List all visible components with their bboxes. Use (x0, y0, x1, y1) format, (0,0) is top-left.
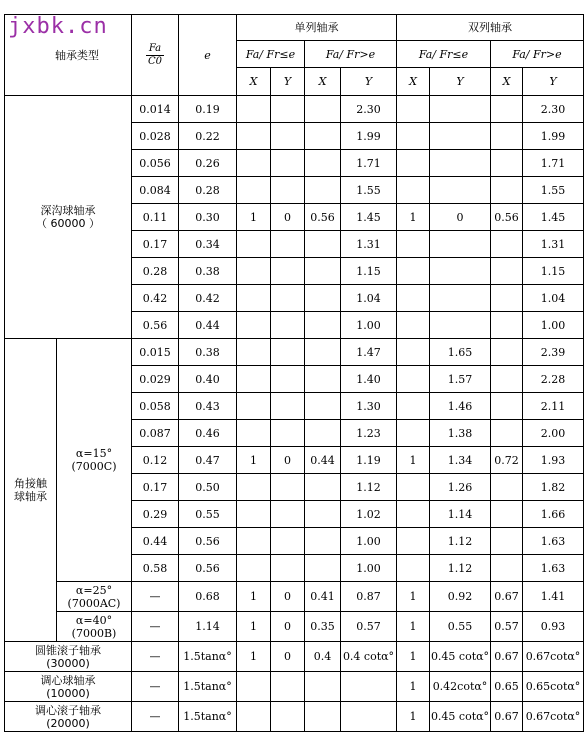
single-le-y-header: Y (271, 68, 305, 96)
single-le-y-cell (271, 339, 305, 366)
double-gt-y-header: Y (523, 68, 584, 96)
double-gt-y-cell: 1.00 (523, 312, 584, 339)
double-gt-y-cell: 1.71 (523, 150, 584, 177)
single-gt-x-cell (305, 258, 341, 285)
e-cell: 0.43 (179, 393, 237, 420)
single-le-y-cell (271, 474, 305, 501)
fa-c0-cell: 0.17 (132, 231, 179, 258)
double-le-y-cell (430, 285, 491, 312)
e-cell: 0.22 (179, 123, 237, 150)
deep-groove-label: 深沟球轴承 （ 60000 ） (5, 96, 132, 339)
single-le-x-cell (237, 366, 271, 393)
single-le-y-cell: 0 (271, 582, 305, 612)
alpha25-row (5, 582, 584, 612)
double-le-y-cell: 0.55 (430, 612, 491, 642)
fa-c0-cell: — (132, 642, 179, 672)
single-gt-y-cell: 1.71 (341, 150, 397, 177)
tail-row (5, 642, 584, 672)
fa-c0-cell: 0.015 (132, 339, 179, 366)
double-le-x-cell (397, 339, 430, 366)
e-cell: 1.5tanα° (179, 642, 237, 672)
fa-c0-cell: 0.56 (132, 312, 179, 339)
e-cell: 0.56 (179, 528, 237, 555)
single-gt-x-cell: 0.56 (305, 204, 341, 231)
single-le-y-cell (271, 501, 305, 528)
double-gt-x-cell: 0.67 (491, 642, 523, 672)
double-gt-y-cell: 0.65cotα° (523, 672, 584, 702)
single-le-y-cell (271, 285, 305, 312)
double-le-y-cell: 0.45 cotα° (430, 702, 491, 732)
single-le-y-cell (271, 420, 305, 447)
double-gt-y-cell: 2.11 (523, 393, 584, 420)
alpha25-label: α=25° (7000AC) (57, 582, 132, 612)
fa-c0-header (132, 15, 179, 96)
fa-c0-cell: 0.42 (132, 285, 179, 312)
single-gt-x-cell (305, 123, 341, 150)
alpha15-label: α=15° (7000C) (57, 339, 132, 582)
fa-c0-cell: 0.084 (132, 177, 179, 204)
fa-c0-cell: 0.58 (132, 555, 179, 582)
e-cell: 0.42 (179, 285, 237, 312)
single-gt-x-cell (305, 96, 341, 123)
double-le-y-cell (430, 150, 491, 177)
e-cell: 0.28 (179, 177, 237, 204)
single-le-x-cell: 1 (237, 204, 271, 231)
angular-contact-label: 角接触 球轴承 (5, 339, 57, 642)
double-gt-x-cell (491, 258, 523, 285)
double-gt-x-cell (491, 474, 523, 501)
double-gt-y-cell: 0.67cotα° (523, 642, 584, 672)
alpha40-label: α=40° (7000B) (57, 612, 132, 642)
single-le-x-cell (237, 528, 271, 555)
double-le-x-cell (397, 285, 430, 312)
tail-row-label: 圆锥滚子轴承 (30000) (5, 642, 132, 672)
e-cell: 0.26 (179, 150, 237, 177)
double-gt-x-cell (491, 96, 523, 123)
e-cell: 1.14 (179, 612, 237, 642)
single-gt-y-cell: 1.12 (341, 474, 397, 501)
double-le-x-cell (397, 474, 430, 501)
single-cond-gt: Fa/ Fr>e (305, 41, 397, 68)
single-le-x-cell (237, 312, 271, 339)
tail-row-label: 调心球轴承 (10000) (5, 672, 132, 702)
double-le-y-cell (430, 258, 491, 285)
single-gt-y-cell: 1.40 (341, 366, 397, 393)
fa-c0-cell: 0.029 (132, 366, 179, 393)
single-le-x-header: X (237, 68, 271, 96)
fa-c0-cell: 0.17 (132, 474, 179, 501)
single-gt-x-cell: 0.44 (305, 447, 341, 474)
single-gt-y-cell: 1.23 (341, 420, 397, 447)
e-cell: 0.56 (179, 555, 237, 582)
single-row-header: 单列轴承 (237, 15, 397, 41)
single-le-y-cell (271, 555, 305, 582)
single-gt-x-cell: 0.4 (305, 642, 341, 672)
e-cell: 0.40 (179, 366, 237, 393)
double-le-x-cell (397, 312, 430, 339)
double-le-x-cell (397, 123, 430, 150)
double-gt-y-cell: 1.63 (523, 555, 584, 582)
single-gt-x-cell: 0.41 (305, 582, 341, 612)
double-le-x-cell: 1 (397, 582, 430, 612)
double-cond-gt: Fa/ Fr>e (491, 41, 584, 68)
double-le-x-cell (397, 366, 430, 393)
double-le-x-cell (397, 231, 430, 258)
double-le-y-cell (430, 96, 491, 123)
single-le-y-cell (271, 123, 305, 150)
double-gt-x-cell (491, 339, 523, 366)
double-le-y-cell: 1.46 (430, 393, 491, 420)
double-gt-y-cell: 2.30 (523, 96, 584, 123)
single-gt-y-cell: 0.4 cotα° (341, 642, 397, 672)
double-gt-y-cell: 1.45 (523, 204, 584, 231)
double-le-x-cell (397, 393, 430, 420)
double-cond-le: Fa/ Fr≤e (397, 41, 491, 68)
single-le-x-cell: 1 (237, 642, 271, 672)
c0-denominator: C0 (147, 55, 162, 67)
single-le-x-cell (237, 258, 271, 285)
double-le-x-cell (397, 258, 430, 285)
double-gt-x-cell (491, 231, 523, 258)
e-cell: 0.50 (179, 474, 237, 501)
tail-row (5, 702, 584, 732)
fa-c0-fraction (146, 43, 164, 68)
single-le-x-cell (237, 474, 271, 501)
double-le-x-cell: 1 (397, 702, 430, 732)
double-le-x-cell: 1 (397, 672, 430, 702)
single-le-y-cell: 0 (271, 204, 305, 231)
single-le-y-cell (271, 528, 305, 555)
double-gt-y-cell: 1.41 (523, 582, 584, 612)
single-le-x-cell: 1 (237, 612, 271, 642)
single-le-x-cell (237, 339, 271, 366)
single-le-y-cell: 0 (271, 612, 305, 642)
double-gt-y-cell: 1.99 (523, 123, 584, 150)
single-le-y-cell (271, 393, 305, 420)
single-gt-x-cell (305, 150, 341, 177)
double-gt-x-cell (491, 285, 523, 312)
e-cell: 0.38 (179, 339, 237, 366)
fa-c0-cell: 0.087 (132, 420, 179, 447)
single-gt-x-cell (305, 555, 341, 582)
double-gt-y-cell: 1.82 (523, 474, 584, 501)
bearing-load-factor-table (4, 14, 584, 732)
single-le-y-cell (271, 312, 305, 339)
single-gt-y-cell: 0.57 (341, 612, 397, 642)
double-le-y-cell (430, 312, 491, 339)
fa-c0-cell: 0.12 (132, 447, 179, 474)
single-gt-y-cell: 1.31 (341, 231, 397, 258)
single-gt-x-cell (305, 672, 341, 702)
single-le-y-cell (271, 702, 305, 732)
single-le-x-cell (237, 177, 271, 204)
double-gt-x-cell (491, 420, 523, 447)
double-le-y-cell: 1.12 (430, 528, 491, 555)
double-le-y-cell: 1.38 (430, 420, 491, 447)
fa-c0-cell: — (132, 612, 179, 642)
double-gt-x-cell (491, 501, 523, 528)
single-gt-y-cell: 1.19 (341, 447, 397, 474)
single-le-x-cell (237, 123, 271, 150)
double-le-x-cell: 1 (397, 204, 430, 231)
single-gt-y-header: Y (341, 68, 397, 96)
single-le-y-cell (271, 672, 305, 702)
single-gt-y-cell: 1.02 (341, 501, 397, 528)
single-le-y-cell: 0 (271, 447, 305, 474)
single-le-y-cell (271, 366, 305, 393)
single-gt-x-cell (305, 231, 341, 258)
single-gt-x-cell (305, 339, 341, 366)
single-gt-x-cell (305, 528, 341, 555)
double-le-x-cell: 1 (397, 612, 430, 642)
double-le-y-cell: 1.34 (430, 447, 491, 474)
fa-c0-cell: 0.44 (132, 528, 179, 555)
double-gt-x-cell: 0.56 (491, 204, 523, 231)
double-gt-x-cell (491, 177, 523, 204)
double-gt-x-header: X (491, 68, 523, 96)
single-gt-y-cell: 1.55 (341, 177, 397, 204)
e-cell: 0.46 (179, 420, 237, 447)
fa-c0-cell: — (132, 582, 179, 612)
single-le-x-cell (237, 96, 271, 123)
single-le-x-cell (237, 672, 271, 702)
single-le-y-cell (271, 258, 305, 285)
fa-numerator: Fa (146, 43, 164, 56)
e-cell: 1.5tanα° (179, 672, 237, 702)
double-gt-y-cell: 1.15 (523, 258, 584, 285)
e-cell: 0.55 (179, 501, 237, 528)
double-le-y-cell: 1.65 (430, 339, 491, 366)
double-le-y-cell: 1.14 (430, 501, 491, 528)
double-gt-y-cell: 1.55 (523, 177, 584, 204)
double-gt-y-cell: 1.63 (523, 528, 584, 555)
double-gt-y-cell: 2.28 (523, 366, 584, 393)
fa-c0-cell: 0.11 (132, 204, 179, 231)
fa-c0-cell: — (132, 672, 179, 702)
fa-c0-cell: 0.28 (132, 258, 179, 285)
deep-groove-row (5, 96, 584, 123)
single-gt-y-cell: 1.47 (341, 339, 397, 366)
single-le-y-cell (271, 177, 305, 204)
single-le-x-cell (237, 150, 271, 177)
double-gt-x-cell (491, 312, 523, 339)
single-gt-y-cell: 1.99 (341, 123, 397, 150)
tail-row-label: 调心滚子轴承 (20000) (5, 702, 132, 732)
double-le-x-cell (397, 177, 430, 204)
double-gt-y-cell: 0.93 (523, 612, 584, 642)
e-cell: 0.30 (179, 204, 237, 231)
single-gt-x-cell (305, 501, 341, 528)
double-le-x-header: X (397, 68, 430, 96)
double-le-y-cell (430, 123, 491, 150)
single-le-y-cell (271, 96, 305, 123)
single-gt-y-cell: 1.00 (341, 528, 397, 555)
single-le-x-cell: 1 (237, 582, 271, 612)
single-cond-le: Fa/ Fr≤e (237, 41, 305, 68)
double-gt-x-cell: 0.67 (491, 582, 523, 612)
e-cell: 0.44 (179, 312, 237, 339)
double-gt-x-cell: 0.72 (491, 447, 523, 474)
alpha15-row (5, 339, 584, 366)
single-gt-y-cell: 1.15 (341, 258, 397, 285)
e-cell: 1.5tanα° (179, 702, 237, 732)
double-gt-y-cell: 1.93 (523, 447, 584, 474)
single-gt-y-cell: 0.87 (341, 582, 397, 612)
double-gt-y-cell: 2.39 (523, 339, 584, 366)
double-gt-x-cell (491, 150, 523, 177)
double-gt-x-cell: 0.65 (491, 672, 523, 702)
fa-c0-cell: 0.056 (132, 150, 179, 177)
double-gt-x-cell (491, 366, 523, 393)
bearing-type-header: 轴承类型 (5, 15, 132, 96)
double-le-x-cell (397, 150, 430, 177)
double-gt-y-cell: 0.67cotα° (523, 702, 584, 732)
single-le-x-cell (237, 555, 271, 582)
double-gt-y-cell: 1.04 (523, 285, 584, 312)
double-le-x-cell (397, 528, 430, 555)
single-gt-x-cell (305, 366, 341, 393)
double-gt-y-cell: 2.00 (523, 420, 584, 447)
double-row-header: 双列轴承 (397, 15, 584, 41)
e-header: e (179, 15, 237, 96)
single-gt-x-cell: 0.35 (305, 612, 341, 642)
single-le-y-cell (271, 150, 305, 177)
double-le-x-cell (397, 555, 430, 582)
double-gt-x-cell (491, 123, 523, 150)
alpha40-row (5, 612, 584, 642)
single-le-y-cell: 0 (271, 642, 305, 672)
single-gt-x-cell (305, 285, 341, 312)
double-gt-x-cell (491, 393, 523, 420)
double-le-y-cell (430, 177, 491, 204)
fa-c0-cell: 0.058 (132, 393, 179, 420)
double-le-y-cell: 1.26 (430, 474, 491, 501)
single-le-x-cell (237, 285, 271, 312)
single-gt-x-cell (305, 420, 341, 447)
fa-c0-cell: — (132, 702, 179, 732)
double-gt-x-cell (491, 528, 523, 555)
single-le-x-cell (237, 231, 271, 258)
single-gt-x-header: X (305, 68, 341, 96)
e-cell: 0.38 (179, 258, 237, 285)
double-le-y-cell: 1.57 (430, 366, 491, 393)
double-gt-y-cell: 1.31 (523, 231, 584, 258)
double-le-y-cell: 0.45 cotα° (430, 642, 491, 672)
fa-c0-cell: 0.29 (132, 501, 179, 528)
e-cell: 0.68 (179, 582, 237, 612)
single-le-x-cell (237, 393, 271, 420)
single-le-y-cell (271, 231, 305, 258)
double-le-y-cell: 0.92 (430, 582, 491, 612)
double-gt-x-cell (491, 555, 523, 582)
single-gt-y-cell: 1.30 (341, 393, 397, 420)
double-le-y-cell (430, 231, 491, 258)
double-gt-x-cell: 0.67 (491, 702, 523, 732)
double-le-x-cell (397, 501, 430, 528)
double-le-y-cell: 1.12 (430, 555, 491, 582)
tail-row (5, 672, 584, 702)
single-le-x-cell (237, 702, 271, 732)
double-le-x-cell: 1 (397, 642, 430, 672)
single-gt-y-cell (341, 702, 397, 732)
fa-c0-cell: 0.014 (132, 96, 179, 123)
single-gt-y-cell: 1.00 (341, 555, 397, 582)
double-le-x-cell (397, 96, 430, 123)
e-cell: 0.34 (179, 231, 237, 258)
single-gt-x-cell (305, 393, 341, 420)
single-le-x-cell (237, 501, 271, 528)
single-gt-y-cell: 1.00 (341, 312, 397, 339)
single-gt-x-cell (305, 702, 341, 732)
double-le-x-cell: 1 (397, 447, 430, 474)
double-le-y-header: Y (430, 68, 491, 96)
single-gt-y-cell: 2.30 (341, 96, 397, 123)
e-cell: 0.19 (179, 96, 237, 123)
single-gt-y-cell: 1.04 (341, 285, 397, 312)
single-gt-y-cell (341, 672, 397, 702)
single-gt-x-cell (305, 312, 341, 339)
double-le-y-cell: 0 (430, 204, 491, 231)
double-gt-x-cell: 0.57 (491, 612, 523, 642)
site-watermark-logo: jxbk.cn (8, 14, 108, 39)
e-cell: 0.47 (179, 447, 237, 474)
single-le-x-cell: 1 (237, 447, 271, 474)
single-le-x-cell (237, 420, 271, 447)
single-gt-y-cell: 1.45 (341, 204, 397, 231)
double-le-y-cell: 0.42cotα° (430, 672, 491, 702)
single-gt-x-cell (305, 474, 341, 501)
fa-c0-cell: 0.028 (132, 123, 179, 150)
double-le-x-cell (397, 420, 430, 447)
single-gt-x-cell (305, 177, 341, 204)
double-gt-y-cell: 1.66 (523, 501, 584, 528)
